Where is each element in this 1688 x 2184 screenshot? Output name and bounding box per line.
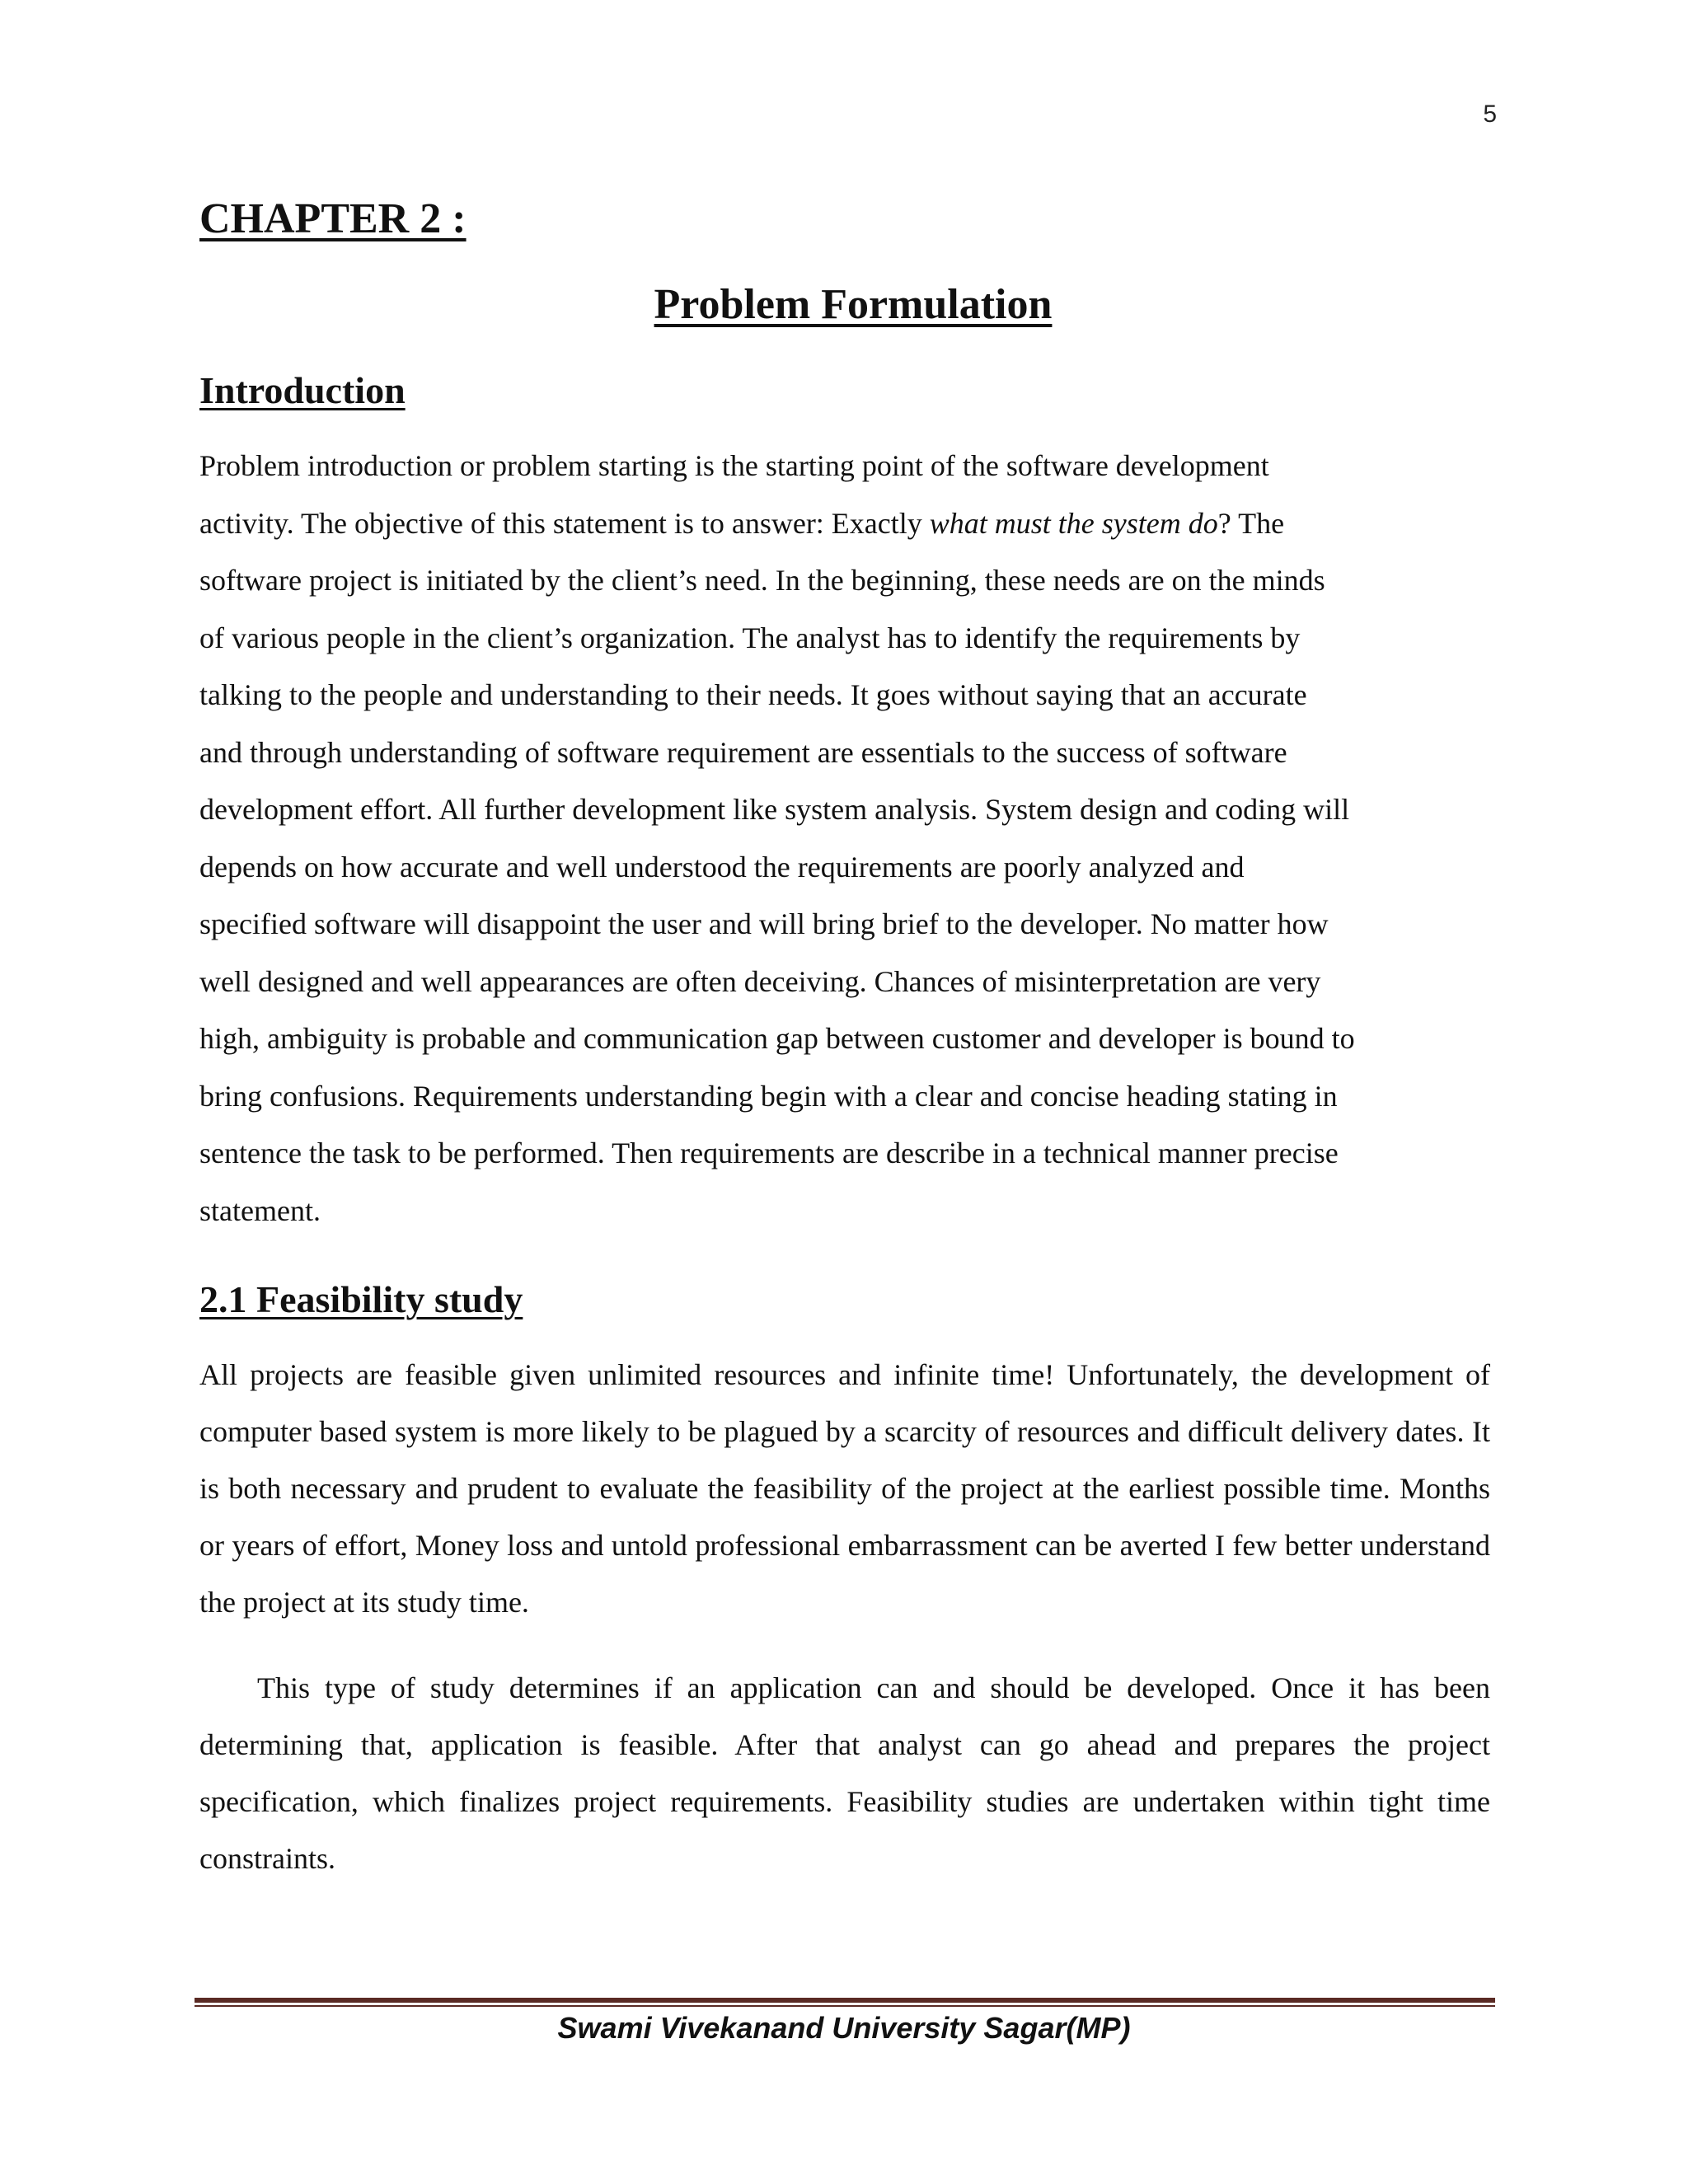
- feasibility-paragraph-2: This type of study determines if an application can and should be developed. Once it has been determining that, application is feasible. After that analyst can go ahead and prepares the project specification, which finalizes project requirements. Feasibility studies are undertaken within tight time constraints.: [199, 1671, 1490, 1875]
- footer-rule: [195, 1998, 1495, 2007]
- intro-line: software project is initiated by the client’s need. In the beginning, these needs are on the minds: [199, 564, 1325, 597]
- intro-line: and through understanding of software requirement are essentials to the success of software: [199, 735, 1287, 769]
- page-number: 5: [1483, 101, 1497, 128]
- intro-line-text: activity. The objective of this statement is to answer: Exactly: [199, 506, 930, 540]
- chapter-title: CHAPTER 2 :: [199, 195, 467, 242]
- intro-line: depends on how accurate and well understood the requirements are poorly analyzed and: [199, 850, 1245, 883]
- intro-line: Problem introduction or problem starting is the starting point of the software development: [199, 449, 1269, 482]
- emphasized-question: what must the system do: [929, 506, 1218, 540]
- introduction-paragraph: [199, 438, 1502, 1240]
- intro-line: sentence the task to be performed. Then requirements are describe in a technical manner precise: [199, 1137, 1339, 1169]
- intro-line: high, ambiguity is probable and communication gap between customer and developer is bound to: [199, 1022, 1355, 1055]
- intro-line: specified software will disappoint the user and will bring brief to the developer. No matter how: [199, 907, 1329, 940]
- intro-line-tail: ? The: [1217, 506, 1285, 540]
- feasibility-paragraph-1: All projects are feasible given unlimited resources and infinite time! Unfortunately, the development of computer based system is more likely to be plagued by a scarcity of resources and difficult delivery dates. It is both necessary and prudent to evaluate the feasibility of the project at the earliest possible time. Months or years of effort, Money loss and untold professional embarrassment can be averted I few better understand the project at its study time.: [199, 1358, 1490, 1619]
- intro-line: talking to the people and understanding to their needs. It goes without saying that an accurate: [199, 678, 1307, 711]
- intro-line: well designed and well appearances are often deceiving. Chances of misinterpretation are very: [199, 964, 1321, 998]
- intro-line: development effort. All further development like system analysis. System design and coding will: [199, 793, 1350, 826]
- introduction-heading: Introduction: [199, 369, 406, 411]
- main-title: Problem Formulation: [654, 281, 1053, 328]
- intro-line: of various people in the client’s organization. The analyst has to identify the requirements by: [199, 621, 1301, 654]
- intro-line: statement.: [199, 1193, 321, 1227]
- intro-line: [199, 495, 1502, 553]
- feasibility-heading: 2.1 Feasibility study: [199, 1278, 523, 1320]
- footer-text: Swami Vivekanand University Sagar(MP): [557, 2011, 1131, 2045]
- intro-line: bring confusions. Requirements understanding begin with a clear and concise heading stating in: [199, 1079, 1338, 1113]
